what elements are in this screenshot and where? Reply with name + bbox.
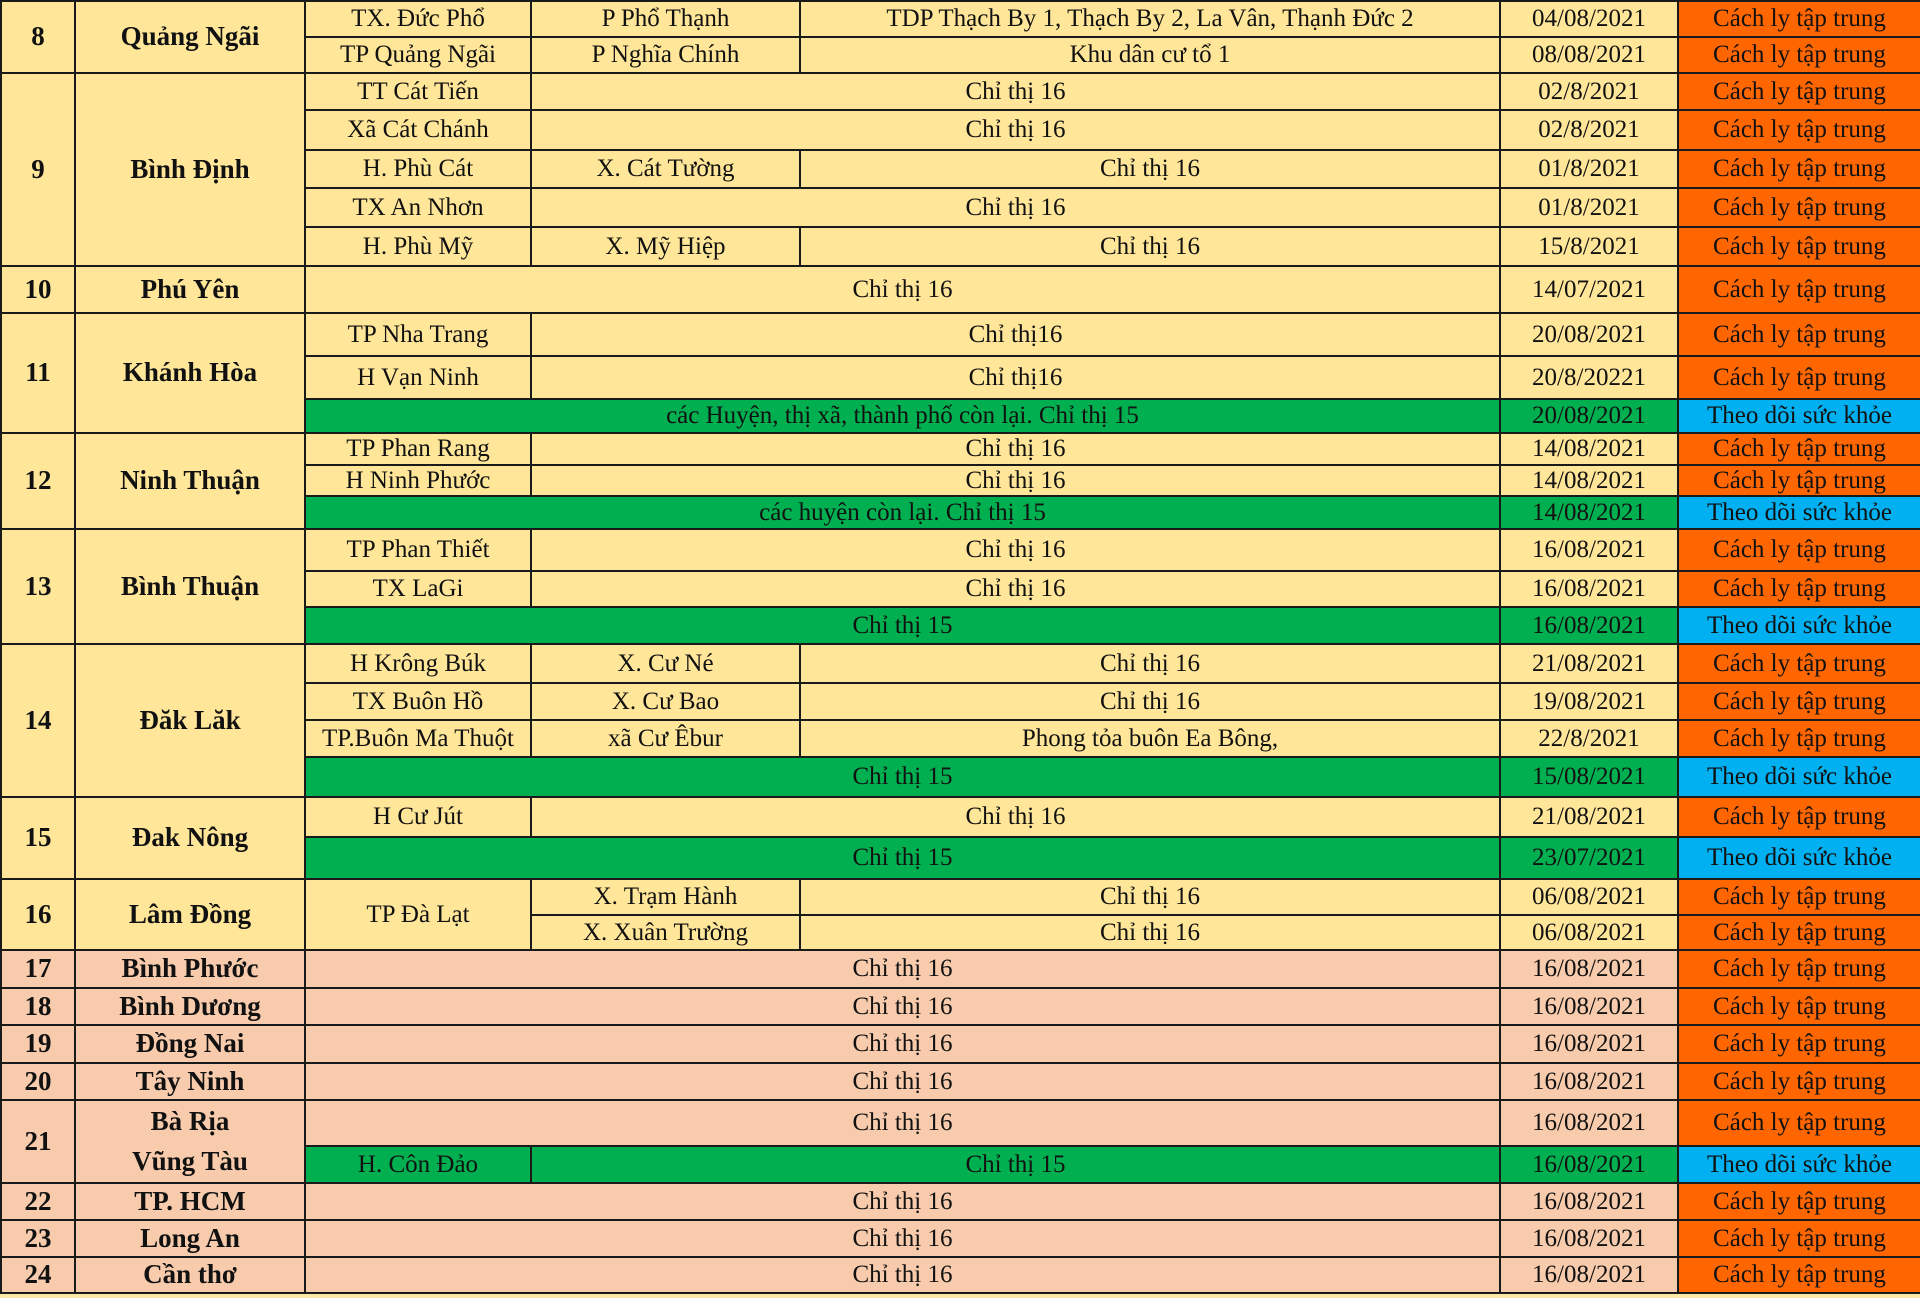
status-cell: Cách ly tập trung [1678,571,1920,607]
row-number: 12 [1,433,75,529]
detail-cell: Chỉ thị 16 [531,433,1500,465]
date-cell: 21/08/2021 [1500,644,1678,683]
status-cell: Cách ly tập trung [1678,313,1920,356]
date-cell: 14/08/2021 [1500,433,1678,465]
province-name: Cần thơ [75,1257,305,1293]
district-cell: H. Phù Mỹ [305,227,531,266]
status-cell: Theo dõi sức khỏe [1678,399,1920,433]
row-number: 22 [1,1183,75,1220]
date-cell: 16/08/2021 [1500,1257,1678,1293]
row-number: 18 [1,988,75,1025]
status-cell: Cách ly tập trung [1678,110,1920,150]
province-name: Bình Phước [75,950,305,988]
table-row [1,266,1920,313]
province-name: Long An [75,1220,305,1257]
ward-cell: X. Cát Tường [531,150,800,188]
table-row [1,1220,1920,1257]
detail-cell: Chỉ thị 15 [305,607,1500,644]
detail-cell: Chỉ thị 16 [305,266,1500,313]
date-cell: 16/08/2021 [1500,1183,1678,1220]
district-cell: TP Phan Rang [305,433,531,465]
date-cell: 06/08/2021 [1500,915,1678,950]
province-name: Lâm Đồng [75,879,305,950]
detail-cell: Chỉ thị 16 [305,988,1500,1025]
detail-cell: Chỉ thị 16 [305,1183,1500,1220]
date-cell: 16/08/2021 [1500,1220,1678,1257]
ward-cell: X. Xuân Trường [531,915,800,950]
date-cell: 16/08/2021 [1500,1146,1678,1183]
date-cell: 01/8/2021 [1500,150,1678,188]
status-cell: Cách ly tập trung [1678,1063,1920,1100]
date-cell: 16/08/2021 [1500,1100,1678,1146]
table-row [1,433,1920,465]
status-cell: Theo dõi sức khỏe [1678,837,1920,879]
district-cell: TP.Buôn Ma Thuột [305,720,531,757]
table-row [1,644,1920,683]
district-cell: TX. Đức Phổ [305,1,531,37]
district-cell: H Vạn Ninh [305,356,531,399]
detail-cell: Phong tỏa buôn Ea Bông, [800,720,1500,757]
row-number: 15 [1,797,75,879]
table-row [1,73,1920,110]
table-row [1,1025,1920,1063]
date-cell: 06/08/2021 [1500,879,1678,915]
district-cell: TX LaGi [305,571,531,607]
detail-cell: Chỉ thị 16 [305,1220,1500,1257]
detail-cell: các Huyện, thị xã, thành phố còn lại. Chỉ thị 15 [305,399,1500,433]
date-cell: 15/8/2021 [1500,227,1678,266]
detail-cell: Chỉ thị 15 [305,837,1500,879]
province-name: TP. HCM [75,1183,305,1220]
status-cell: Cách ly tập trung [1678,1,1920,37]
row-number: 23 [1,1220,75,1257]
province-name [75,1100,305,1183]
detail-cell: TDP Thạch By 1, Thạch By 2, La Vân, Thạnh Đức 2 [800,1,1500,37]
date-cell: 15/08/2021 [1500,757,1678,797]
detail-cell: Chỉ thị16 [531,313,1500,356]
detail-cell: Chỉ thị 16 [305,1063,1500,1100]
detail-cell: Chỉ thị 16 [305,1100,1500,1146]
ward-cell: P Nghĩa Chính [531,37,800,73]
status-cell: Cách ly tập trung [1678,950,1920,988]
status-cell: Cách ly tập trung [1678,227,1920,266]
date-cell: 14/08/2021 [1500,496,1678,529]
detail-cell: Chỉ thị 15 [305,757,1500,797]
date-cell: 02/8/2021 [1500,110,1678,150]
district-cell: TP Đà Lạt [305,879,531,950]
province-name: Bình Định [75,73,305,266]
status-cell: Theo dõi sức khỏe [1678,607,1920,644]
province-name-line1: Bà Rịa [150,1106,230,1137]
date-cell: 02/8/2021 [1500,73,1678,110]
status-cell: Cách ly tập trung [1678,683,1920,720]
district-cell: H. Côn Đảo [305,1146,531,1183]
table-row [1,1063,1920,1100]
detail-cell: Chỉ thị 16 [531,110,1500,150]
table-row [1,1100,1920,1146]
province-name: Phú Yên [75,266,305,313]
row-number: 19 [1,1025,75,1063]
detail-cell: Chỉ thị 16 [531,797,1500,837]
detail-cell: Chỉ thị 16 [305,1257,1500,1293]
detail-cell: Khu dân cư tổ 1 [800,37,1500,73]
district-cell: H. Phù Cát [305,150,531,188]
row-number: 20 [1,1063,75,1100]
detail-cell: Chỉ thị 16 [800,644,1500,683]
table-row [1,988,1920,1025]
status-cell: Cách ly tập trung [1678,150,1920,188]
district-cell: TT Cát Tiến [305,73,531,110]
district-cell: TX Buôn Hồ [305,683,531,720]
detail-cell: Chỉ thị 16 [531,465,1500,496]
district-cell: TP Quảng Ngãi [305,37,531,73]
date-cell: 20/08/2021 [1500,313,1678,356]
ward-cell: xã Cư Êbur [531,720,800,757]
status-cell: Cách ly tập trung [1678,988,1920,1025]
table-row [1,1183,1920,1220]
date-cell: 23/07/2021 [1500,837,1678,879]
table-row [1,1,1920,37]
table-row [1,1257,1920,1293]
status-cell: Cách ly tập trung [1678,1183,1920,1220]
date-cell: 22/8/2021 [1500,720,1678,757]
table-row [1,313,1920,356]
province-name: Khánh Hòa [75,313,305,433]
status-cell: Cách ly tập trung [1678,1257,1920,1293]
status-cell: Cách ly tập trung [1678,720,1920,757]
row-number: 10 [1,266,75,313]
status-cell: Cách ly tập trung [1678,356,1920,399]
table-row [1,529,1920,571]
status-cell: Theo dõi sức khỏe [1678,1146,1920,1183]
status-cell: Cách ly tập trung [1678,797,1920,837]
detail-cell: Chỉ thị 15 [531,1146,1500,1183]
date-cell: 19/08/2021 [1500,683,1678,720]
status-cell: Theo dõi sức khỏe [1678,496,1920,529]
row-number: 14 [1,644,75,797]
status-cell: Cách ly tập trung [1678,1100,1920,1146]
province-name: Ninh Thuận [75,433,305,529]
row-number: 8 [1,1,75,73]
detail-cell: Chỉ thị 16 [531,529,1500,571]
date-cell: 14/08/2021 [1500,465,1678,496]
date-cell: 16/08/2021 [1500,529,1678,571]
status-cell: Cách ly tập trung [1678,433,1920,465]
date-cell: 04/08/2021 [1500,1,1678,37]
row-number: 24 [1,1257,75,1293]
district-cell: Xã Cát Chánh [305,110,531,150]
province-name: Bình Thuận [75,529,305,644]
detail-cell: Chỉ thị 16 [800,227,1500,266]
status-cell: Cách ly tập trung [1678,37,1920,73]
detail-cell: Chỉ thị 16 [800,915,1500,950]
date-cell: 01/8/2021 [1500,188,1678,227]
status-cell: Cách ly tập trung [1678,465,1920,496]
date-cell: 14/07/2021 [1500,266,1678,313]
detail-cell: Chỉ thị 16 [531,73,1500,110]
row-number: 17 [1,950,75,988]
date-cell: 21/08/2021 [1500,797,1678,837]
table-row [1,879,1920,915]
district-cell: H Cư Jút [305,797,531,837]
district-cell: H Krông Búk [305,644,531,683]
province-name: Đak Nông [75,797,305,879]
date-cell: 16/08/2021 [1500,988,1678,1025]
ward-cell: X. Cư Né [531,644,800,683]
district-cell: TX An Nhơn [305,188,531,227]
table-row [1,950,1920,988]
ward-cell: X. Mỹ Hiệp [531,227,800,266]
date-cell: 20/08/2021 [1500,399,1678,433]
ward-cell: X. Cư Bao [531,683,800,720]
status-cell: Theo dõi sức khỏe [1678,757,1920,797]
detail-cell: Chỉ thị 16 [800,150,1500,188]
row-number: 16 [1,879,75,950]
detail-cell: Chỉ thị 16 [305,1025,1500,1063]
detail-cell: Chỉ thị 16 [800,879,1500,915]
detail-cell: Chỉ thị 16 [800,683,1500,720]
status-cell: Cách ly tập trung [1678,1025,1920,1063]
status-cell: Cách ly tập trung [1678,188,1920,227]
ward-cell: X. Trạm Hành [531,879,800,915]
table-row [1,797,1920,837]
status-cell: Cách ly tập trung [1678,73,1920,110]
date-cell: 08/08/2021 [1500,37,1678,73]
status-cell: Cách ly tập trung [1678,915,1920,950]
status-cell: Cách ly tập trung [1678,266,1920,313]
status-cell: Cách ly tập trung [1678,879,1920,915]
date-cell: 20/8/20221 [1500,356,1678,399]
province-name: Quảng Ngãi [75,1,305,73]
province-name: Bình Dương [75,988,305,1025]
status-cell: Cách ly tập trung [1678,644,1920,683]
date-cell: 16/08/2021 [1500,1025,1678,1063]
detail-cell: các huyện còn lại. Chỉ thị 15 [305,496,1500,529]
row-number: 9 [1,73,75,266]
district-cell: TP Phan Thiết [305,529,531,571]
detail-cell: Chỉ thị 16 [531,188,1500,227]
detail-cell: Chỉ thị16 [531,356,1500,399]
row-number: 11 [1,313,75,433]
province-name: Tây Ninh [75,1063,305,1100]
district-cell: H Ninh Phước [305,465,531,496]
district-cell: TP Nha Trang [305,313,531,356]
date-cell: 16/08/2021 [1500,950,1678,988]
province-name: Đăk Lăk [75,644,305,797]
detail-cell: Chỉ thị 16 [305,950,1500,988]
date-cell: 16/08/2021 [1500,1063,1678,1100]
status-cell: Cách ly tập trung [1678,1220,1920,1257]
date-cell: 16/08/2021 [1500,571,1678,607]
ward-cell: P Phổ Thạnh [531,1,800,37]
detail-cell: Chỉ thị 16 [531,571,1500,607]
row-number: 21 [1,1100,75,1183]
date-cell: 16/08/2021 [1500,607,1678,644]
row-number: 13 [1,529,75,644]
province-name-line2: Vũng Tàu [132,1145,248,1176]
province-name: Đồng Nai [75,1025,305,1063]
status-cell: Cách ly tập trung [1678,529,1920,571]
